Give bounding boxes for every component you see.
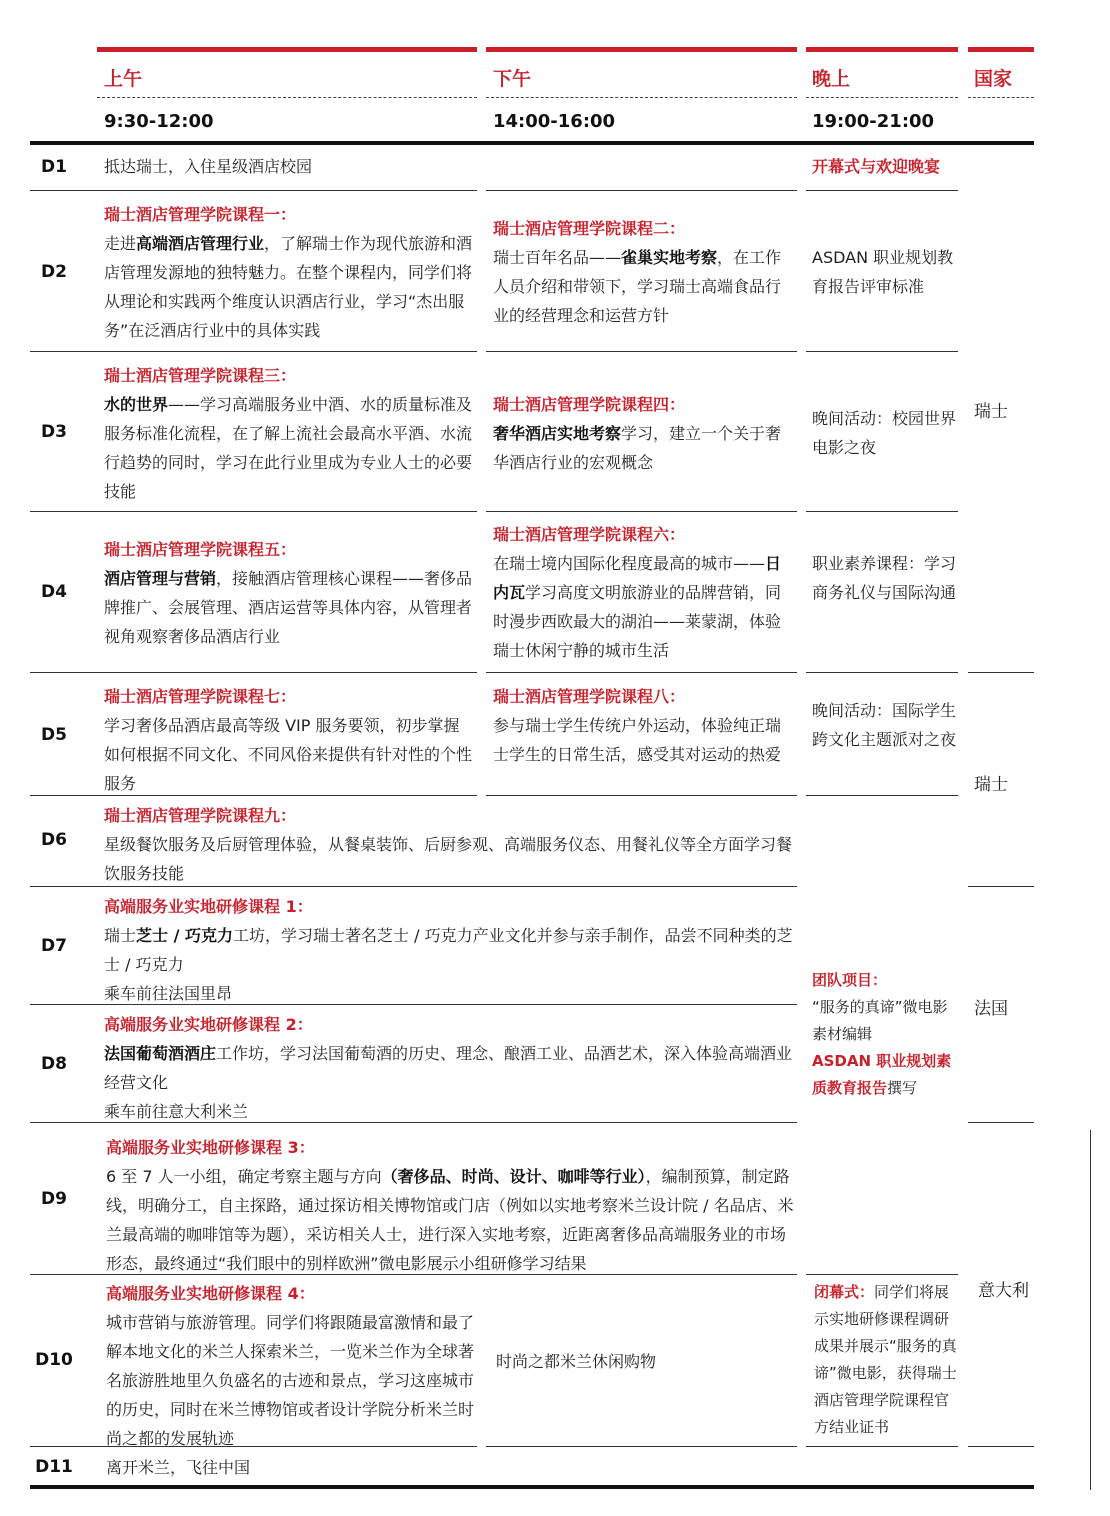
row-divider [806,190,958,191]
d3-am-cell [104,361,474,506]
d2-am-title: 瑞士酒店管理学院课程一： [104,205,297,224]
d10-eve-cell [814,1279,960,1441]
d10-pm-cell: 时尚之都米兰休闲购物 [496,1352,657,1371]
d2-pm-post: ，在工作人员介绍和带领下，学习瑞士高端食品行业的经营理念和运营方针 [493,248,782,325]
row-divider [968,1122,1034,1123]
d7-post: 工坊，学习瑞士著名芝士 / 巧克力产业文化并参与亲手制作，品尝不同种类的芝士 / 巧克力 [104,926,793,974]
header-divider-pm [486,97,797,98]
row-divider [968,1446,1034,1447]
d8-cell [104,1010,794,1126]
d5-pm-body: 参与瑞士学生传统户外运动，体验纯正瑞士学生的日常生活，感受其对运动的热爱 [493,716,782,764]
d9-cell [106,1133,796,1278]
d1-eve-cell: 开幕式与欢迎晚宴 [812,157,941,176]
table-bottom-rule [30,1485,1034,1489]
row-divider [968,886,1034,887]
d9-bold: （奢侈品、时尚、设计、咖啡等行业） [381,1167,646,1186]
d4-am-post: ，接触酒店管理核心课程——奢侈品牌推广、会展管理、酒店运营等具体内容，从管理者视角观察奢侈品酒店行业 [104,569,473,646]
d6-body: 星级餐饮服务及后厨管理体验，从餐桌装饰、后厨参观、高端服务仪态、用餐礼仪等全方面学习餐饮服务技能 [104,835,793,883]
d3-pm-post: 学习，建立一个关于奢华酒店行业的宏观概念 [493,424,782,472]
d10-eve-title: 闭幕式： [814,1283,875,1301]
row-divider [806,672,958,673]
d5-pm-cell [493,682,793,769]
day-label-d3: D3 [41,422,67,442]
d4-pm-bold: 日内瓦 [493,554,782,602]
d4-eve-cell: 职业素养课程：学习商务礼仪与国际沟通 [812,554,957,602]
country-header-bar [968,47,1034,52]
row-divider [806,511,958,512]
day-label-d8: D8 [41,1054,67,1074]
row-divider [486,351,797,352]
pm-time: 14:00-16:00 [493,111,616,132]
header-divider-country [968,97,1034,98]
country-swiss-1: 瑞士 [974,402,1008,422]
row-divider [30,1122,98,1123]
team-project-line1: “服务的真谛”微电影素材编辑 [812,998,948,1043]
row-divider [30,886,98,887]
day-label-d6: D6 [41,830,67,850]
team-project-line2-suffix: 撰写 [887,1079,918,1097]
header-divider-am [97,97,477,98]
day-label-d10: D10 [35,1350,73,1370]
d2-am-cell [104,200,474,345]
d7-travel: 乘车前往法国里昂 [104,984,233,1003]
d2-pm-title: 瑞士酒店管理学院课程二： [493,219,686,238]
row-divider [97,351,477,352]
row-divider [30,190,98,191]
d2-am-pre: 走进 [104,234,137,253]
d3-am-title: 瑞士酒店管理学院课程三： [104,366,297,385]
row-divider [30,672,98,673]
d10-title: 高端服务业实地研修课程 4： [106,1284,315,1303]
eve-header-bar [806,47,958,52]
d2-eve-cell: ASDAN 职业规划教育报告评审标准 [812,248,954,296]
row-divider [486,511,797,512]
d5-am-cell [104,682,474,798]
row-divider [97,672,477,673]
eve-header: 晚上 [812,68,851,90]
day-label-d2: D2 [41,262,67,282]
d6-title: 瑞士酒店管理学院课程九： [104,806,297,825]
d8-post: 工作坊，学习法国葡萄酒的历史、理念、酿酒工业、品酒艺术，深入体验高端酒业经营文化 [104,1044,793,1092]
d3-pm-title: 瑞士酒店管理学院课程四： [493,395,686,414]
d7-pre: 瑞士 [104,926,137,945]
d8-title: 高端服务业实地研修课程 2： [104,1015,313,1034]
d9-post: ，编制预算，制定路线，明确分工，自主探路，通过探访相关博物馆或门店（例如以实地考察米兰设计院 / 名品店、米兰最高端的咖啡馆等为题），采访相关人士，进行深入实地考察，近距离奢侈品高端服务业的市场形态，最终通过“我们眼中的别样欧洲”微电影展示小组研修学习结果 [106,1167,794,1273]
row-divider [486,190,797,191]
d4-am-title: 瑞士酒店管理学院课程五： [104,540,297,559]
d4-am-bold: 酒店管理与营销 [104,569,217,588]
pm-header-bar [486,47,797,52]
d6-cell [104,801,794,888]
pm-header: 下午 [493,68,532,90]
eve-time: 19:00-21:00 [812,111,935,132]
day-label-d1: D1 [41,157,67,177]
d5-am-title: 瑞士酒店管理学院课程七： [104,687,297,706]
row-divider [30,1274,98,1275]
d2-am-bold: 高端酒店管理行业 [136,234,265,253]
d10-am-cell [106,1279,476,1453]
am-header: 上午 [104,68,143,90]
row-divider [806,1274,958,1275]
d2-pm-pre: 瑞士百年名品—— [493,248,622,267]
row-divider [30,795,98,796]
d5-am-body: 学习奢侈品酒店最高等级 VIP 服务要领，初步掌握如何根据不同文化、不同风俗来提供有针对性的个性服务 [104,716,473,793]
d4-am-cell [104,535,474,651]
row-divider [30,511,98,512]
d10-body: 城市营销与旅游管理。同学们将跟随最富激情和最了解本地文化的米兰人探索米兰，一览米兰作为全球著名旅游胜地里久负盛名的古迹和景点，学习这座城市的历史，同时在米兰博物馆或者设计学院分析米兰时尚之都的发展轨迹 [106,1313,475,1448]
d1-am-cell: 抵达瑞士，入住星级酒店校园 [104,157,313,176]
d3-pm-bold: 奢华酒店实地考察 [493,424,622,443]
d10-eve-body: 同学们将展示实地研修课程调研成果并展示“服务的真谛”微电影，获得瑞士酒店管理学院课程官方结业证书 [814,1283,957,1436]
row-divider [30,1004,98,1005]
d5-pm-title: 瑞士酒店管理学院课程八： [493,687,686,706]
d11-am-cell: 离开米兰，飞往中国 [106,1458,251,1477]
country-header: 国家 [974,68,1013,90]
d7-bold: 芝士 / 巧克力 [136,926,234,945]
row-divider [806,1446,958,1447]
d5-eve-cell: 晚间活动：国际学生跨文化主题派对之夜 [812,701,957,749]
d2-am-post: ，了解瑞士作为现代旅游和酒店管理发源地的独特魅力。在整个课程内，同学们将从理论和实践两个维度认识酒店行业，学习“杰出服务”在泛酒店行业中的具体实践 [104,234,473,340]
d7-title: 高端服务业实地研修课程 1： [104,897,313,916]
d3-am-post: ——学习高端服务业中酒、水的质量标准及服务标准化流程，在了解上流社会最高水平酒、水流行趋势的同时，学习在此行业里成为专业人士的必要技能 [104,395,473,501]
d4-pm-cell [493,520,793,665]
am-header-bar [97,47,477,52]
team-project-title: 团队项目： [812,971,888,989]
d8-bold: 法国葡萄酒酒庄 [104,1044,217,1063]
team-project-line2: ASDAN 职业规划素质教育报告 [812,1052,952,1097]
d7-cell [104,892,794,1008]
row-divider [806,351,958,352]
row-divider [486,1446,797,1447]
country-italy: 意大利 [978,1281,1029,1301]
day-label-d4: D4 [41,582,67,602]
d2-pm-bold: 雀巢实地考察 [621,248,718,267]
row-divider [97,511,477,512]
am-time: 9:30-12:00 [104,111,214,132]
row-divider [97,190,477,191]
right-margin-rule [1090,1130,1091,1490]
row-divider [486,672,797,673]
d3-eve-cell: 晚间活动：校园世界电影之夜 [812,409,957,457]
header-divider-eve [806,97,958,98]
d9-pre: 6 至 7 人一小组，确定考察主题与方向 [106,1167,382,1186]
row-divider [806,795,958,796]
d4-pm-pre: 在瑞士境内国际化程度最高的城市—— [493,554,766,573]
d3-pm-cell [493,390,793,477]
row-divider [486,795,797,796]
d9-title: 高端服务业实地研修课程 3： [106,1138,315,1157]
day-label-d11: D11 [35,1457,73,1477]
team-project-cell [812,967,958,1102]
day-label-d5: D5 [41,725,67,745]
header-bottom-rule [30,141,1034,145]
d2-pm-cell [493,214,793,330]
country-swiss-2: 瑞士 [974,775,1008,795]
row-divider [968,672,1034,673]
d4-pm-post: 学习高度文明旅游业的品牌营销，同时漫步西欧最大的湖泊——莱蒙湖，体验瑞士休闲宁静的城市生活 [493,583,782,660]
country-france: 法国 [974,999,1008,1019]
row-divider [30,1446,98,1447]
d4-pm-title: 瑞士酒店管理学院课程六： [493,525,686,544]
d3-am-bold: 水的世界 [104,395,169,414]
d8-travel: 乘车前往意大利米兰 [104,1102,249,1121]
day-label-d7: D7 [41,936,67,956]
row-divider [30,351,98,352]
day-label-d9: D9 [41,1189,67,1209]
